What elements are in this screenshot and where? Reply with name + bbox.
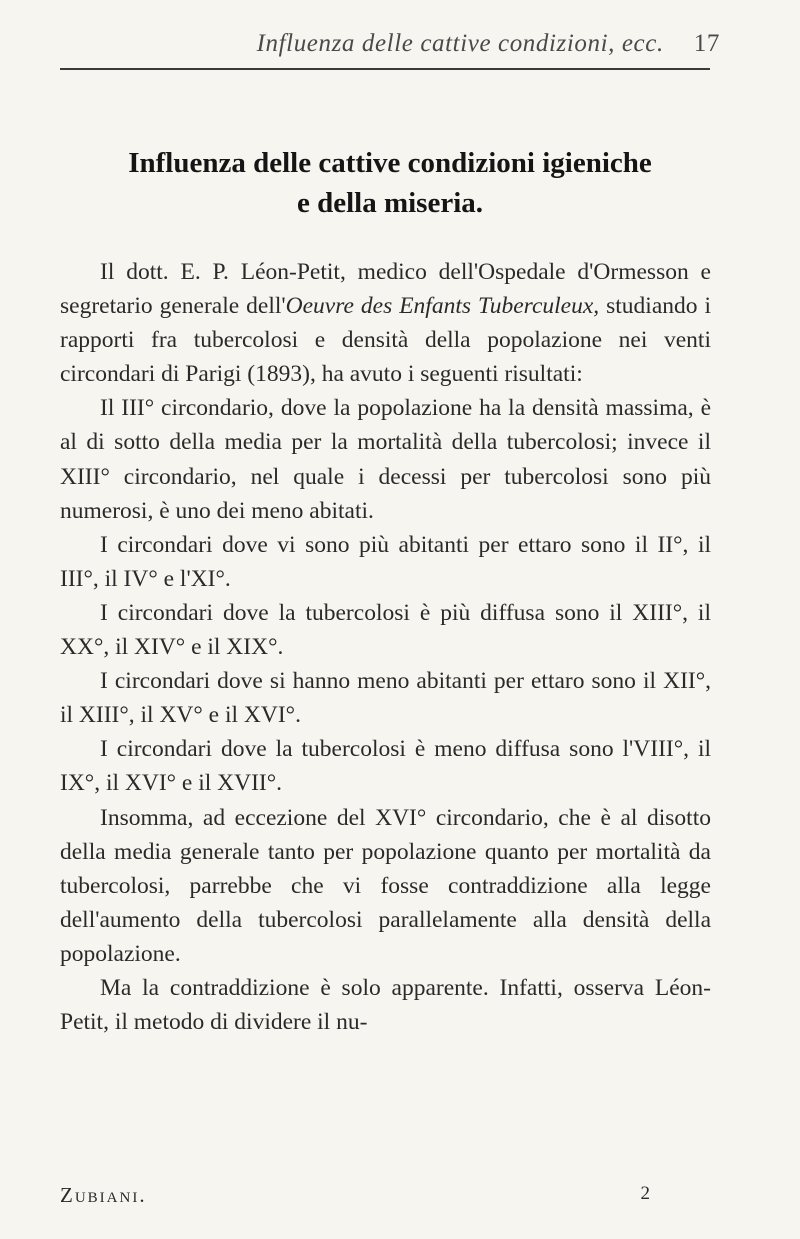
sheet-number: 2 bbox=[640, 1183, 650, 1204]
paragraph-1-italic-title: Oeuvre des Enfants Tuberculeux, bbox=[285, 293, 600, 320]
body-text bbox=[60, 255, 711, 1039]
paragraph-8: Ma la contraddizione è solo apparente. Infatti, osserva Léon-Petit, il metodo di dividere il nu- bbox=[60, 974, 711, 1036]
footer-signature: Zubiani. bbox=[60, 1183, 147, 1207]
paragraph-4: I circondari dove la tubercolosi è più diffusa sono il XIII°, il XX°, il XIV° e il XIX°. bbox=[60, 599, 711, 661]
heading-line-2: e della miseria. bbox=[296, 187, 484, 219]
page-footer bbox=[60, 1183, 650, 1208]
page-number: 17 bbox=[693, 30, 720, 57]
section-heading bbox=[60, 143, 720, 223]
running-head bbox=[60, 16, 720, 58]
running-head-title: Influenza delle cattive condizioni, ecc. bbox=[256, 30, 664, 57]
paragraph-1-after: studiando i rapporti fra tubercolosi e densità della popolazione nei venti circondari di Parigi (1893), ha avuto i seguenti risultati: bbox=[60, 293, 711, 388]
heading-line-1: Influenza delle cattive condizioni igieniche bbox=[128, 147, 652, 179]
paragraph-5: I circondari dove si hanno meno abitanti per ettaro sono il XII°, il XIII°, il XV° e il XVI°. bbox=[60, 668, 711, 729]
paragraph-1-before: Il dott. E. P. Léon-Petit, medico dell'Ospedale d'Ormesson e segretario generale dell' bbox=[60, 259, 711, 320]
header-rule bbox=[60, 68, 710, 70]
paragraph-7: Insomma, ad eccezione del XVI° circondario, che è al disotto della media generale tanto per popolazione quanto per mortalità da tubercolosi, parrebbe che vi fosse contraddizione alla legge dell'aumento della tubercolosi parallelamente alla densità della popolazione. bbox=[60, 804, 711, 967]
paragraph-6: I circondari dove la tubercolosi è meno diffusa sono l'VIII°, il IX°, il XVI° e il XVII°. bbox=[60, 736, 711, 797]
paragraph-1 bbox=[60, 255, 711, 391]
paragraph-3: I circondari dove vi sono più abitanti per ettaro sono il II°, il III°, il IV° e l'XI°. bbox=[60, 531, 711, 592]
paragraph-2: Il III° circondario, dove la popolazione ha la densità massima, è al di sotto della media per la mortalità della tubercolosi; invece il XIII° circondario, nel quale i decessi per tubercolosi sono più numerosi, è uno dei meno abitati. bbox=[60, 395, 711, 524]
